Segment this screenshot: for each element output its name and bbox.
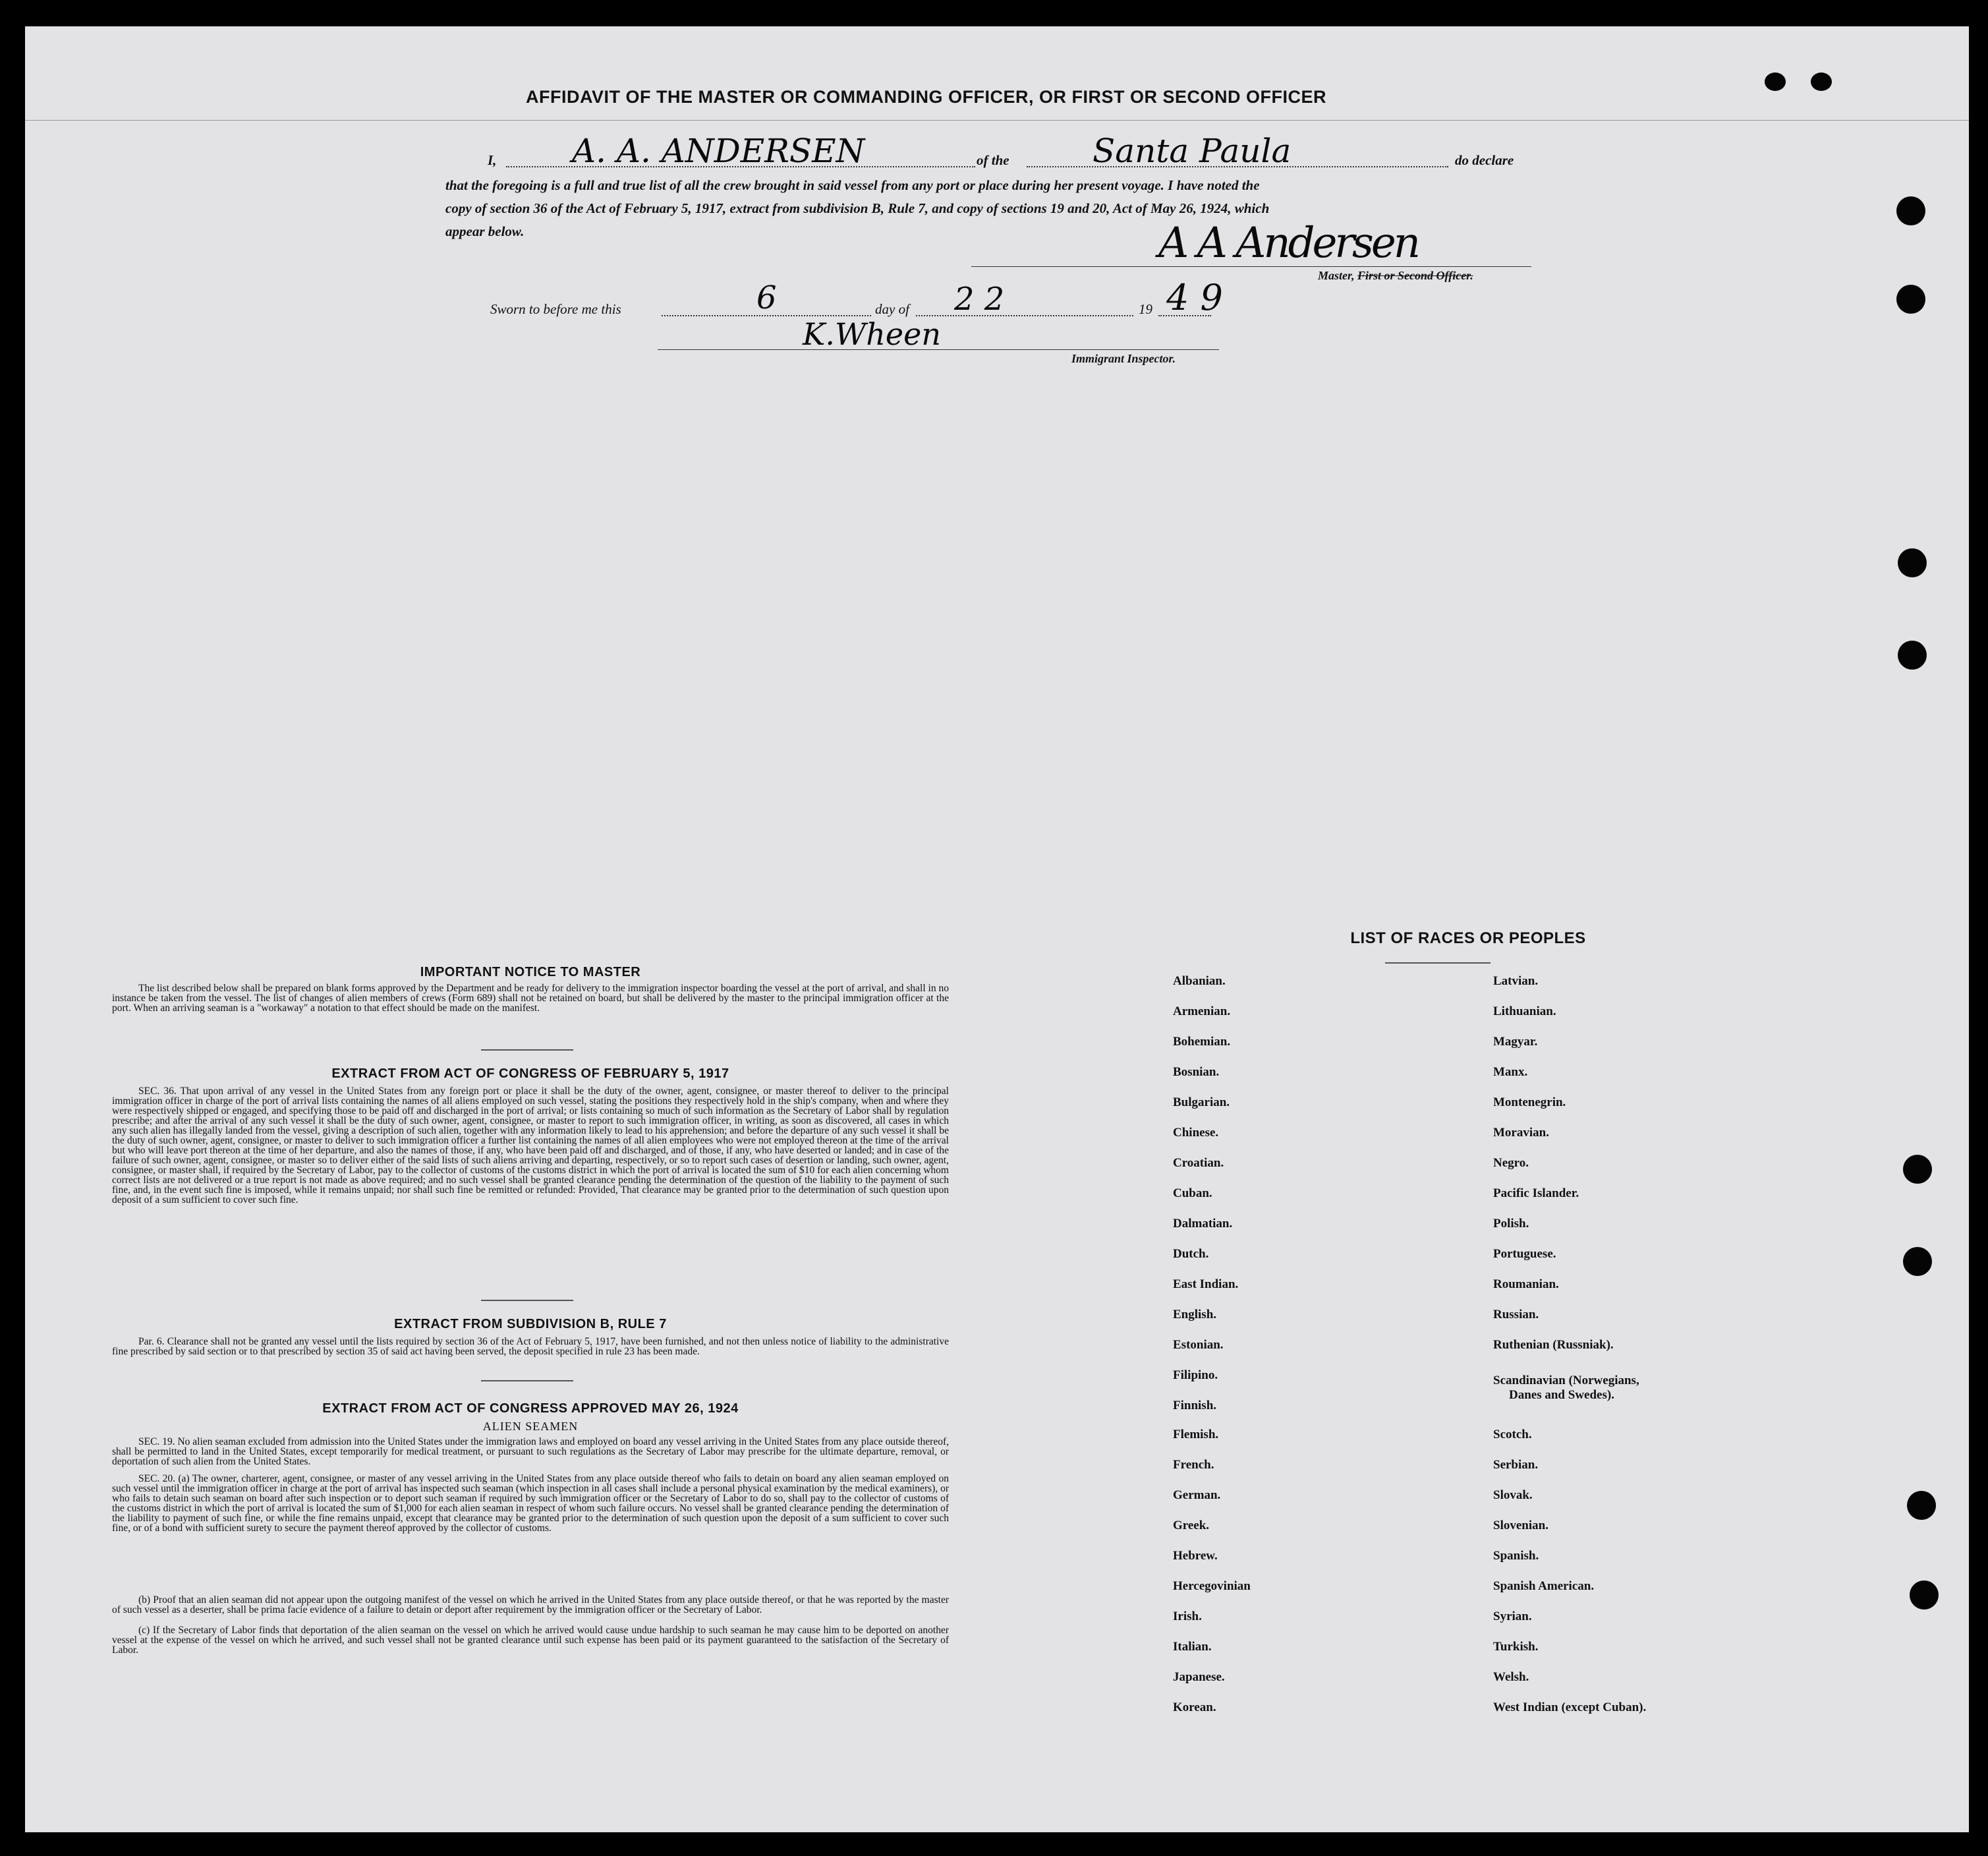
struck-officer-label: First or Second Officer.: [1357, 269, 1473, 282]
rule-7-title: EXTRACT FROM SUBDIVISION B, RULE 7: [394, 1317, 667, 1331]
declaration-line-1: that the foregoing is a full and true list of all the crew brought in said vessel from any port or place during her present voyage. I have noted the: [445, 177, 1260, 193]
race-item: Cuban.: [1173, 1186, 1212, 1200]
race-item: Albanian.: [1173, 974, 1226, 988]
inspector-signature: K.Wheen: [803, 316, 941, 352]
sec-20a-text: SEC. 20. (a) The owner, charterer, agent, consignee, or master of any vessel arriving in the United States from any place outside thereof who fails to detain on board any alien seaman employed on such vessel until the immigration officer in charge at the port of arrival has inspected such seaman (which inspection in all cases shall include a personal physical examination by the medical examiners), or who fails to detain such seaman on board after such inspection or to deport such seaman if required by such immigration officer or the Secretary of Labor to do so, shall pay to the collector of customs of the customs district in which the port of arrival is located the sum of $1,000 for each alien seaman in respect of whom such failure occurs. No vessel shall be granted clearance pending the determination of the liability to payment of such fine, or while the fine remains unpaid, except that clearance may be granted prior to the determination of such question upon the deposit of a sum sufficient to cover such fine, or of a bond with sufficient surety to secure the payment thereof approved by the collector of customs.: [112, 1473, 949, 1534]
punch-hole: [1896, 196, 1925, 225]
extract-1924-title: EXTRACT FROM ACT OF CONGRESS APPROVED MAY 26, 1924: [322, 1401, 739, 1416]
race-item: Syrian.: [1493, 1610, 1532, 1623]
alien-seamen-subtitle: ALIEN SEAMEN: [482, 1420, 579, 1433]
race-item: Bosnian.: [1173, 1065, 1220, 1079]
sec-19-text: SEC. 19. No alien seaman excluded from admission into the United States under the immigration laws and employed on board any vessel arriving in the United States from any place outside thereof, shall be permitted to land in the United States, except temporarily for medical treatment, or pursuant to such regulations as the Secretary of Labor may prescribe for the ultimate departure, removal, or deportation of such alien from the United States.: [112, 1436, 949, 1467]
notice-text: The list described below shall be prepared on blank forms approved by the Department and be ready for delivery to the immigration inspector boarding the vessel at the port of arrival, and shall in no instance be taken from the vessel. The list of changes of alien members of crews (Form 689) shall not be retained on board, but shall be delivered by the master to the principal immigration officer at the port. When an arriving seaman is a "workaway" a notation to that effect should be made on the manifest.: [112, 983, 949, 1014]
master-name-handwritten: A. A. ANDERSEN: [572, 132, 865, 170]
punch-hole: [1903, 1155, 1932, 1184]
race-item: French.: [1173, 1458, 1214, 1472]
punch-hole: [1896, 285, 1925, 314]
race-item: Hercegovinian: [1173, 1579, 1251, 1593]
divider: [481, 1300, 573, 1301]
punch-hole: [1903, 1247, 1932, 1276]
race-item: Manx.: [1493, 1065, 1528, 1079]
race-item: Irish.: [1173, 1610, 1202, 1623]
divider: [481, 1380, 573, 1381]
race-item: Spanish.: [1493, 1549, 1539, 1563]
master-label-text: Master,: [1318, 269, 1355, 282]
race-item: Ruthenian (Russniak).: [1493, 1338, 1614, 1352]
race-item: Roumanian.: [1493, 1277, 1559, 1291]
race-item: Serbian.: [1493, 1458, 1539, 1472]
document-page: [25, 26, 1969, 1832]
i-label: I,: [488, 152, 497, 168]
race-item: Korean.: [1173, 1700, 1216, 1714]
race-item: West Indian (except Cuban).: [1493, 1700, 1647, 1714]
affidavit-title: AFFIDAVIT OF THE MASTER OR COMMANDING OFFICER, OR FIRST OR SECOND OFFICER: [526, 87, 1326, 107]
extract-1917-text: SEC. 36. That upon arrival of any vessel in the United States from any foreign port or place it shall be the duty of the owner, agent, consignee, or master thereof to deliver to the principal immigration officer in charge of the port of arrival lists containing the names of all aliens employed on such vessel, stating the positions they respectively hold in the ship's company, when and where they were respectively shipped or engaged, and specifying those to be paid off and discharged in the port of arrival; or lists containing so much of such information as the Secretary of Labor shall by regulation prescribe; and after the arrival of any such vessel it shall be the duty of such owner, agent, consignee, or master to report to such immigration officer, in writing, as soon as discovered, all cases in which any such alien has illegally landed from the vessel, giving a description of such alien, together with any information likely to lead to his apprehension; and before the departure of any such vessel it shall be the duty of such owner, agent, consignee, or master to deliver to such immigration officer a further list containing the names of all alien employees who were not employed thereon at the time of the arrival but who will leave port thereon at the time of her departure, and also the names of those, if any, who have been paid off and discharged, and of those, if any, who have deserted or landed; and in case of the failure of such owner, agent, consignee, or master so to deliver either of the said lists of such aliens arriving and departing, respectively, or so to report such cases of desertion or landing, such owner, agent, consignee, or master shall, if required by the Secretary of Labor, pay to the collector of customs of the customs district in which the port of arrival is located the sum of $10 for each alien concerning whom correct lists are not delivered or a true report is not made as above required; and no such vessel shall be granted clearance pending the determination of the question of the liability to the payment of such fine, and, in the event such fine is imposed, while it remains unpaid; nor shall such fine be remitted or refunded: Provided, That clearance may be granted prior to the determination of such question upon deposit of a sum sufficient to cover such fine.: [112, 1086, 949, 1205]
sworn-day-handwritten: 6: [756, 279, 777, 316]
punch-hole: [1765, 72, 1786, 91]
race-item: Latvian.: [1493, 974, 1539, 988]
divider: [1385, 962, 1491, 964]
race-item: Armenian.: [1173, 1004, 1231, 1018]
race-item: Russian.: [1493, 1308, 1539, 1321]
race-item: English.: [1173, 1308, 1217, 1321]
race-item: Japanese.: [1173, 1670, 1225, 1684]
punch-hole: [1898, 641, 1927, 670]
punch-hole: [1811, 72, 1832, 91]
race-item: Filipino.: [1173, 1368, 1218, 1382]
notice-title: IMPORTANT NOTICE TO MASTER: [420, 965, 641, 979]
race-item: Greek.: [1173, 1519, 1210, 1532]
race-item: Montenegrin.: [1493, 1095, 1566, 1109]
punch-hole: [1910, 1580, 1939, 1610]
do-declare-label: do declare: [1455, 152, 1514, 168]
race-item: Dutch.: [1173, 1247, 1209, 1261]
race-item: Estonian.: [1173, 1338, 1224, 1352]
race-item: Portuguese.: [1493, 1247, 1556, 1261]
race-item: Scandinavian (Norwegians,: [1493, 1374, 1639, 1387]
race-item: Welsh.: [1493, 1670, 1529, 1684]
race-item: Hebrew.: [1173, 1549, 1218, 1563]
year-prefix: 19: [1139, 301, 1152, 317]
race-item: Croatian.: [1173, 1156, 1224, 1170]
race-item: Flemish.: [1173, 1428, 1219, 1441]
race-item: Spanish American.: [1493, 1579, 1595, 1593]
of-the-label: of the: [977, 152, 1009, 168]
race-item: Slovak.: [1493, 1488, 1533, 1502]
punch-hole: [1907, 1491, 1936, 1520]
day-of-label: day of: [875, 301, 909, 317]
header-rule: [25, 120, 1969, 121]
divider: [481, 1049, 573, 1051]
race-item: East Indian.: [1173, 1277, 1239, 1291]
master-signature: A A Andersen: [1158, 219, 1418, 268]
extract-1917-title: EXTRACT FROM ACT OF CONGRESS OF FEBRUARY 5, 1917: [331, 1066, 729, 1081]
race-item: Chinese.: [1173, 1126, 1219, 1140]
punch-hole: [1898, 548, 1927, 577]
sworn-label: Sworn to before me this: [490, 301, 621, 317]
year-suffix-handwritten: 4 9: [1166, 277, 1223, 318]
race-item: Finnish.: [1173, 1399, 1217, 1412]
race-item: Danes and Swedes).: [1509, 1388, 1614, 1402]
race-item: Pacific Islander.: [1493, 1186, 1579, 1200]
sec-20b-text: (b) Proof that an alien seaman did not appear upon the outgoing manifest of the vessel on which he arrived in the United States from any place outside thereof, or that he was reported by the master of such vessel as a deserter, shall be prima facie evidence of a failure to detain or deport after requirement by the immigration officer or the Secretary of Labor.: [112, 1594, 949, 1615]
rule-7-text: Par. 6. Clearance shall not be granted any vessel until the lists required by section 36 of the Act of February 5, 1917, have been furnished, and not then unless notice of liability to the administrative fine prescribed by said section or to that prescribed by section 35 of said act having been served, the deposit specified in rule 23 has been made.: [112, 1336, 949, 1357]
race-item: Scotch.: [1493, 1428, 1532, 1441]
sec-20c-text: (c) If the Secretary of Labor finds that deportation of the alien seaman on the vessel on which he arrived would cause undue hardship to such seaman he may cause him to be deported on another vessel at the expense of the vessel on which he arrived, and such vessel shall not be granted clearance until such expense has been paid or its payment guaranteed to the satisfaction of the Secretary of Labor.: [112, 1625, 949, 1656]
master-label: [1318, 269, 1473, 283]
sworn-month-handwritten: 2 2: [954, 281, 1005, 318]
race-item: Bulgarian.: [1173, 1095, 1230, 1109]
race-item: German.: [1173, 1488, 1221, 1502]
race-item: Turkish.: [1493, 1640, 1539, 1654]
races-title: LIST OF RACES OR PEOPLES: [1350, 929, 1586, 947]
race-item: Moravian.: [1493, 1126, 1549, 1140]
declaration-line-3: appear below.: [445, 223, 525, 239]
race-item: Slovenian.: [1493, 1519, 1548, 1532]
declaration-line-2: copy of section 36 of the Act of February 5, 1917, extract from subdivision B, Rule 7, and copy of sections 19 and 20, Act of May 26, 1924, which: [445, 200, 1270, 216]
inspector-label: Immigrant Inspector.: [1071, 352, 1176, 365]
race-item: Italian.: [1173, 1640, 1212, 1654]
sworn-month-line: [916, 315, 1133, 316]
race-item: Polish.: [1493, 1217, 1529, 1231]
race-item: Lithuanian.: [1493, 1004, 1556, 1018]
race-item: Dalmatian.: [1173, 1217, 1233, 1231]
vessel-name-handwritten: Santa Paula: [1093, 132, 1292, 170]
race-item: Magyar.: [1493, 1035, 1538, 1049]
race-item: Bohemian.: [1173, 1035, 1231, 1049]
race-item: Negro.: [1493, 1156, 1529, 1170]
